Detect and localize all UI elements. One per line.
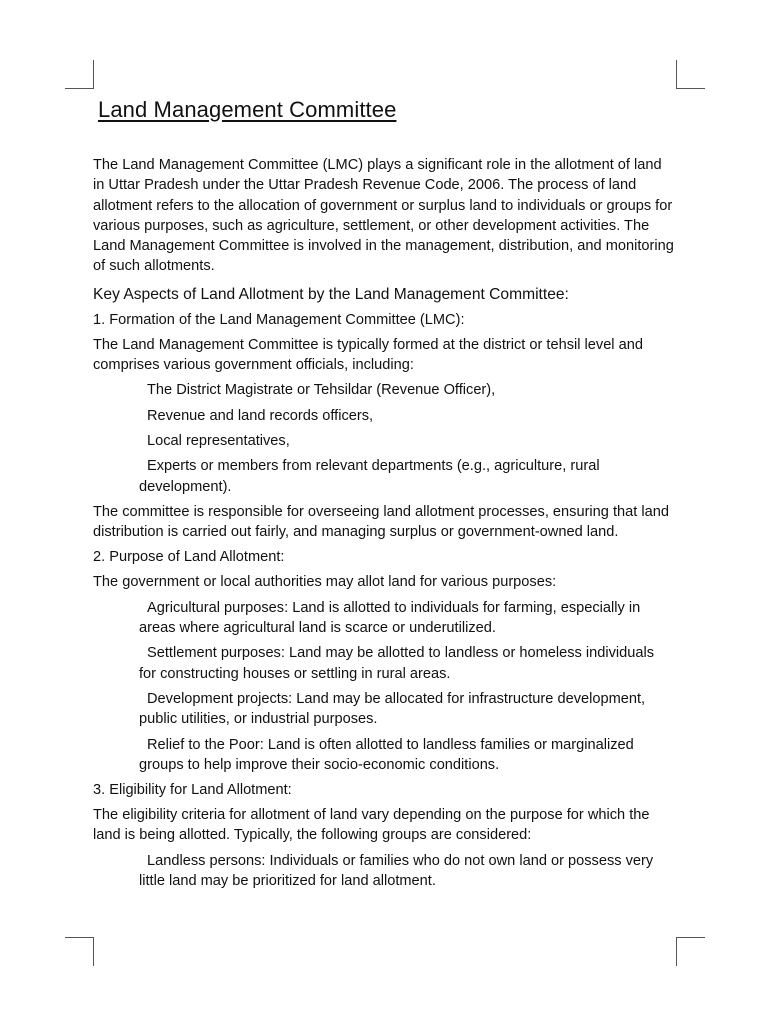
document-title: Land Management Committee — [98, 97, 397, 122]
intro-paragraph: The Land Management Committee (LMC) plays a significant role in the allotment of land in Uttar Pradesh under the Uttar Pradesh Revenue Code, 2006. The process of land allotment refers to the allocation of government or surplus land to individuals or groups for various purposes, such as agriculture, settlement, or other development activities. The Land Management Committee is involved in the management, distribution, and monitoring of such allotments. — [93, 157, 674, 275]
list-item: Agricultural purposes: Land is allotted to individuals for farming, especially in areas where agricultural land is scarce or underutilized. — [139, 599, 641, 637]
crop-mark-top-left — [65, 60, 94, 89]
list-item: Local representatives, — [147, 432, 290, 449]
section-1-text: The Land Management Committee is typically formed at the district or tehsil level and comprises various government officials, including: — [93, 336, 643, 374]
list-item: Landless persons: Individuals or families who do not own land or possess very little land may be prioritized for land allotment. — [139, 852, 654, 890]
section-2-text: The government or local authorities may allot land for various purposes: — [93, 574, 557, 591]
section-1-heading: 1. Formation of the Land Management Committee (LMC): — [93, 311, 465, 328]
crop-mark-top-right — [676, 60, 705, 89]
section-1-list — [93, 380, 675, 496]
list-item: Settlement purposes: Land may be allotted to landless or homeless individuals for constructing houses or settling in rural areas. — [139, 645, 655, 682]
list-item: Relief to the Poor: Land is often allotted to landless families or marginalized groups to help improve their socio-economic conditions. — [139, 736, 634, 773]
section-2-list — [93, 598, 675, 775]
key-aspects-heading: Key Aspects of Land Allotment by the Land Management Committee: — [93, 285, 569, 303]
section-2-heading: 2. Purpose of Land Allotment: — [93, 549, 285, 566]
section-3-list — [93, 851, 675, 892]
list-item: Revenue and land records officers, — [147, 407, 374, 424]
list-item: The District Magistrate or Tehsildar (Revenue Officer), — [147, 382, 496, 399]
section-1-closing: The committee is responsible for overseeing land allotment processes, ensuring that land distribution is carried out fairly, and managing surplus or government-owned land. — [93, 503, 669, 541]
crop-mark-bottom-right — [676, 937, 705, 966]
crop-mark-bottom-left — [65, 937, 94, 966]
document-page — [93, 94, 675, 891]
section-3-heading: 3. Eligibility for Land Allotment: — [93, 782, 292, 799]
section-3-text: The eligibility criteria for allotment of land vary depending on the purpose for which the land is being allotted. Typically, the following groups are considered: — [93, 807, 650, 844]
list-item: Experts or members from relevant departments (e.g., agriculture, rural development). — [139, 458, 600, 495]
list-item: Development projects: Land may be allocated for infrastructure development, public utilities, or industrial purposes. — [139, 690, 646, 728]
